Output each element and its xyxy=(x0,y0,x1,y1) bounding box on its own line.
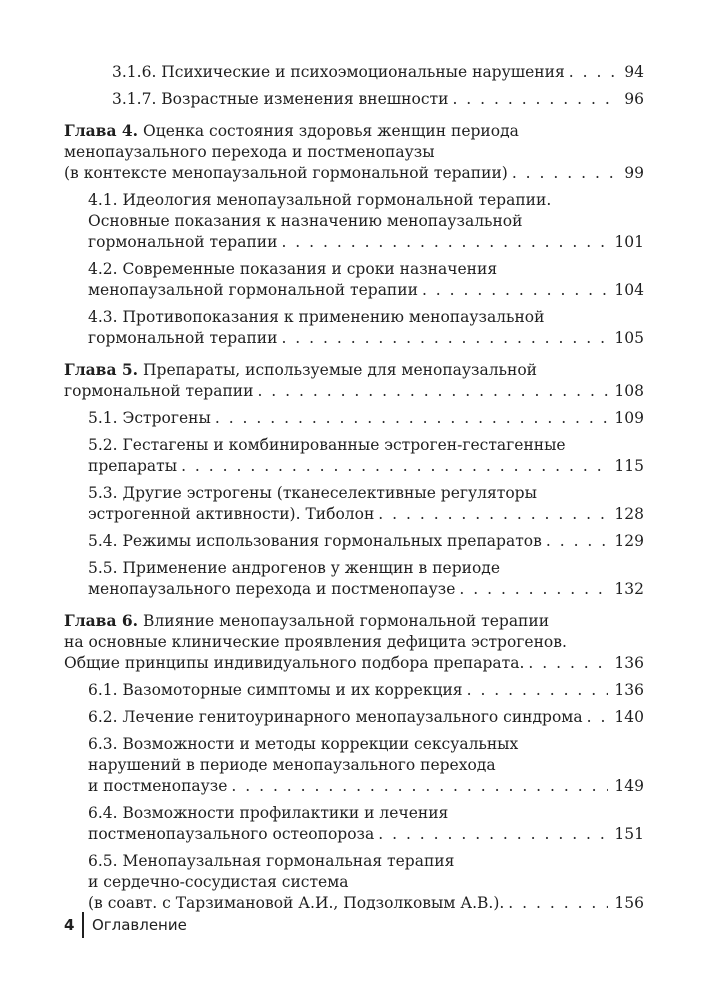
toc-line xyxy=(88,680,644,701)
running-header-label: Оглавление xyxy=(91,916,187,934)
toc-line-text xyxy=(88,436,566,454)
toc-line xyxy=(64,163,644,184)
toc-title-text: 4.3. Противопоказания к применению менопаузальной xyxy=(88,308,545,326)
toc-title-text: (в контексте менопаузальной гормональной терапии) xyxy=(64,164,508,182)
dot-leader xyxy=(231,776,608,797)
toc-title-text: 5.4. Режимы использования гормональных препаратов xyxy=(88,532,542,550)
toc-title-text: на основные клинические проявления дефицита эстрогенов. xyxy=(64,633,567,651)
toc-title-text: препараты xyxy=(88,457,178,475)
toc-entry-chapter xyxy=(64,359,644,402)
toc-page-number: 96 xyxy=(624,90,644,108)
toc-line-text xyxy=(88,456,177,477)
toc-line-text xyxy=(88,735,518,753)
toc-line-text xyxy=(88,280,418,301)
toc-title-text: гормональной терапии xyxy=(88,233,278,251)
toc-line xyxy=(88,408,644,429)
toc-line xyxy=(88,504,644,525)
dot-leader xyxy=(215,408,609,429)
toc-line xyxy=(88,435,644,456)
toc-page-number: 101 xyxy=(614,233,644,251)
toc-line xyxy=(88,531,644,552)
chapter-label: Глава 4. xyxy=(64,121,139,140)
toc-title-text: Оценка состояния здоровья женщин периода xyxy=(143,122,519,140)
toc-line-text xyxy=(88,559,500,577)
toc-line xyxy=(88,232,644,253)
dot-leader xyxy=(281,328,608,349)
toc-entry-subsection xyxy=(112,89,644,110)
toc-line xyxy=(88,259,644,280)
toc-entry-section xyxy=(88,803,644,845)
toc-line xyxy=(88,280,644,301)
toc-title-text: менопаузального перехода и постменопаузы xyxy=(64,143,435,161)
toc-line xyxy=(88,872,644,893)
toc-line-text xyxy=(88,776,227,797)
toc-line-text xyxy=(88,260,497,278)
toc-line xyxy=(88,456,644,477)
toc-title-text: Основные показания к назначению менопаузальной xyxy=(88,212,523,230)
toc-line xyxy=(88,734,644,755)
toc-line-text xyxy=(88,824,374,845)
toc-line xyxy=(64,359,644,381)
toc-line-text xyxy=(88,212,522,230)
toc-title-text: Общие принципы индивидуального подбора препарата. xyxy=(64,654,525,672)
toc-title-text: 6.4. Возможности профилактики и лечения xyxy=(88,804,449,822)
toc-title-text: 6.1. Вазомоторные симптомы и их коррекция xyxy=(88,681,463,699)
toc-line xyxy=(88,851,644,872)
toc-page-number: 132 xyxy=(614,580,644,598)
toc-line xyxy=(88,190,644,211)
toc-line xyxy=(64,653,644,674)
toc-title-text: 4.1. Идеология менопаузальной гормональной терапии. xyxy=(88,191,552,209)
toc-entry-section xyxy=(88,734,644,797)
toc-line xyxy=(88,755,644,776)
toc-entry-section xyxy=(88,408,644,429)
toc-line xyxy=(88,483,644,504)
toc-entry-section xyxy=(88,851,644,914)
toc-entry-section xyxy=(88,680,644,701)
toc-title-text: 5.5. Применение андрогенов у женщин в периоде xyxy=(88,559,501,577)
toc-title-text: 5.3. Другие эстрогены (тканеселективные регуляторы xyxy=(88,484,537,502)
toc-page-number: 105 xyxy=(614,329,644,347)
toc-title-text: Влияние менопаузальной гормональной терапии xyxy=(143,612,550,630)
dot-leader xyxy=(378,824,608,845)
toc-line-text xyxy=(88,191,551,209)
toc-page-number: 99 xyxy=(624,164,644,182)
toc-line-text xyxy=(64,143,435,161)
toc-page-number: 151 xyxy=(614,825,644,843)
dot-leader xyxy=(508,893,608,914)
dot-leader xyxy=(546,531,609,552)
toc-line-text xyxy=(88,484,537,502)
toc-title-text: 4.2. Современные показания и сроки назначения xyxy=(88,260,498,278)
toc-line-text xyxy=(112,89,448,110)
dot-leader xyxy=(528,653,608,674)
dot-leader xyxy=(569,62,619,83)
toc-line-text xyxy=(88,756,496,774)
toc-page-number: 108 xyxy=(614,382,644,400)
toc-line xyxy=(64,381,644,402)
dot-leader xyxy=(281,232,608,253)
dot-leader xyxy=(378,504,608,525)
toc-line xyxy=(112,89,644,110)
toc-line xyxy=(112,62,644,83)
dot-leader xyxy=(452,89,618,110)
toc-line-text xyxy=(112,62,565,83)
toc-line-text xyxy=(88,804,448,822)
toc-line-text xyxy=(64,653,524,674)
toc-line-text xyxy=(64,163,508,184)
toc-entry-section xyxy=(88,558,644,600)
toc-entry-section xyxy=(88,259,644,301)
toc-line-text xyxy=(64,633,567,651)
toc-line-text xyxy=(64,361,537,379)
toc-line xyxy=(64,120,644,142)
toc-title-text: и сердечно-сосудистая система xyxy=(88,873,349,891)
toc-line-text xyxy=(64,381,253,402)
toc-line-text xyxy=(88,852,454,870)
toc-line xyxy=(88,211,644,232)
chapter-label: Глава 6. xyxy=(64,611,139,630)
toc-line-text xyxy=(88,873,349,891)
toc-page-number: 149 xyxy=(614,777,644,795)
dot-leader xyxy=(467,680,609,701)
toc-title-text: 3.1.7. Возрастные изменения внешности xyxy=(112,90,449,108)
toc-line xyxy=(88,893,644,914)
toc-title-text: 6.3. Возможности и методы коррекции сексуальных xyxy=(88,735,519,753)
dot-leader xyxy=(459,579,608,600)
toc-page-number: 109 xyxy=(614,409,644,427)
toc-line xyxy=(64,632,644,653)
toc-entry-section xyxy=(88,483,644,525)
toc-line xyxy=(64,610,644,632)
toc-page-number: 136 xyxy=(614,654,644,672)
toc-page-number: 94 xyxy=(624,63,644,81)
toc-line xyxy=(88,558,644,579)
toc-title-text: менопаузального перехода и постменопаузе xyxy=(88,580,456,598)
chapter-label: Глава 5. xyxy=(64,360,139,379)
toc-line-text xyxy=(88,504,374,525)
toc-title-text: нарушений в периоде менопаузального перехода xyxy=(88,756,496,774)
toc-line-text xyxy=(88,893,504,914)
toc-entry-chapter xyxy=(64,610,644,674)
toc-page-number: 156 xyxy=(614,894,644,912)
toc-line xyxy=(88,824,644,845)
toc-entry-section xyxy=(88,435,644,477)
toc-page-number: 140 xyxy=(614,708,644,726)
toc-entry-section xyxy=(88,707,644,728)
toc-page-number: 128 xyxy=(614,505,644,523)
dot-leader xyxy=(512,163,618,184)
toc-title-text: эстрогенной активности). Тиболон xyxy=(88,505,375,523)
toc-title-text: Препараты, используемые для менопаузальной xyxy=(143,361,537,379)
toc-entry-chapter xyxy=(64,120,644,184)
page-footer xyxy=(64,912,187,938)
toc-line-text xyxy=(88,308,544,326)
toc-page-number: 129 xyxy=(614,532,644,550)
toc-line xyxy=(88,803,644,824)
toc-line-text xyxy=(88,328,277,349)
toc-title-text: гормональной терапии xyxy=(64,382,254,400)
toc-title-text: (в соавт. с Тарзимановой А.И., Подзолковым А.В.). xyxy=(88,894,505,912)
toc-line xyxy=(88,707,644,728)
toc-page-number: 115 xyxy=(614,457,644,475)
dot-leader xyxy=(587,707,609,728)
toc-title-text: 5.2. Гестагены и комбинированные эстроген-гестагенные xyxy=(88,436,566,454)
toc-line xyxy=(88,579,644,600)
toc-title-text: и постменопаузе xyxy=(88,777,228,795)
dot-leader xyxy=(422,280,608,301)
dot-leader xyxy=(257,381,608,402)
toc-entry-section xyxy=(88,307,644,349)
toc-line xyxy=(88,307,644,328)
table-of-contents xyxy=(64,62,644,914)
toc-title-text: менопаузальной гормональной терапии xyxy=(88,281,418,299)
toc-line-text xyxy=(88,680,463,701)
page-number: 4 xyxy=(64,916,75,934)
toc-page-number: 104 xyxy=(614,281,644,299)
toc-title-text: 6.5. Менопаузальная гормональная терапия xyxy=(88,852,455,870)
toc-title-text: 5.1. Эстрогены xyxy=(88,409,211,427)
toc-line-text xyxy=(64,122,519,140)
toc-line-text xyxy=(88,531,542,552)
toc-line-text xyxy=(88,232,277,253)
toc-line xyxy=(88,328,644,349)
toc-title-text: 6.2. Лечение генитоуринарного менопаузального синдрома xyxy=(88,708,583,726)
toc-line xyxy=(64,142,644,163)
toc-entry-section xyxy=(88,531,644,552)
toc-entry-section xyxy=(88,190,644,253)
toc-line-text xyxy=(88,408,211,429)
toc-line-text xyxy=(64,612,549,630)
toc-entry-subsection xyxy=(112,62,644,83)
toc-title-text: постменопаузального остеопороза xyxy=(88,825,375,843)
toc-line-text xyxy=(88,579,455,600)
toc-line-text xyxy=(88,707,583,728)
toc-title-text: гормональной терапии xyxy=(88,329,278,347)
toc-line xyxy=(88,776,644,797)
dot-leader xyxy=(181,456,608,477)
toc-page-number: 136 xyxy=(614,681,644,699)
toc-title-text: 3.1.6. Психические и психоэмоциональные нарушения xyxy=(112,63,565,81)
